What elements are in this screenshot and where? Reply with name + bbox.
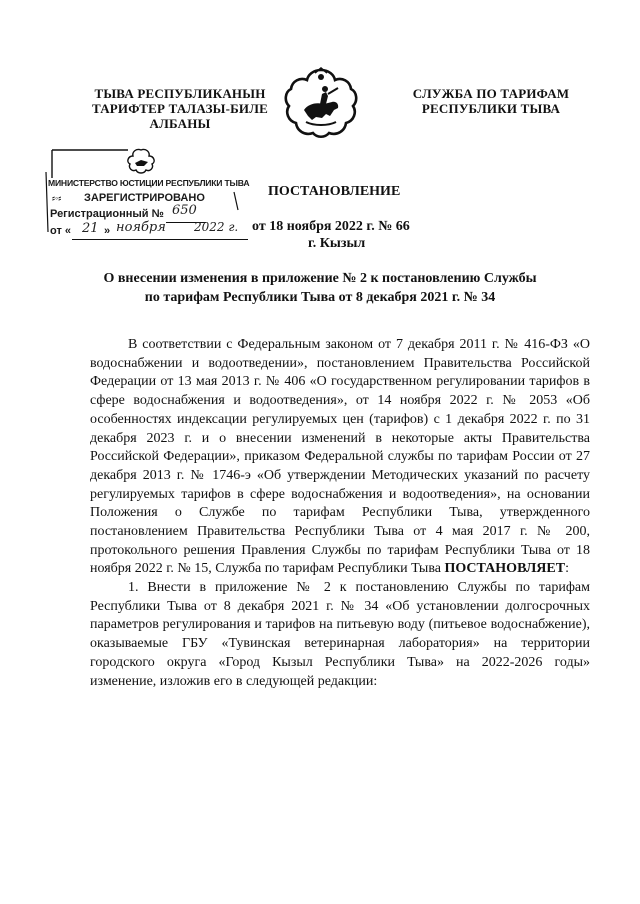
- stamp-mark-icon: ⸗◦⸗: [52, 193, 62, 203]
- decree-colon: :: [565, 561, 569, 577]
- header-right-line1: СЛУЖБА ПО ТАРИФАМ: [412, 86, 570, 101]
- stamp-reg-label: Регистрационный №: [50, 208, 164, 220]
- stamp-date-sep: »: [104, 225, 111, 237]
- header-left: [82, 86, 278, 131]
- subject-line1: О внесении изменения в приложение № 2 к постановлению Службы: [103, 271, 537, 286]
- header-right-line2: РЕСПУБЛИКИ ТЫВА: [421, 101, 561, 116]
- stamp-reg-number: 650: [172, 203, 197, 218]
- decree-word: ПОСТАНОВЛЯЕТ: [444, 561, 566, 577]
- coat-of-arms-icon: [282, 64, 360, 140]
- item-1-paragraph: [90, 579, 590, 691]
- stamp-date-year: 2022 г.: [194, 220, 239, 234]
- preamble-paragraph: [90, 336, 590, 579]
- stamp-date-month: ноября: [116, 220, 166, 235]
- stamp-ministry: МИНИСТЕРСТВО ЮСТИЦИИ РЕСПУБЛИКИ ТЫВА: [48, 178, 250, 188]
- item-1-text: 1. Внести в приложение № 2 к постановлению Службы по тарифам Республики Тыва от 8 декабря 2021 г. № 34 «Об установлении долгосрочных параметров регулирования и тарифов на питьевую воду (питьевое водоснабжение), оказываемые ГБУ «Тувинская ветеринарная лаборатория» на территории городского округа «Город Кызыл Республики Тыва» на 2022-2026 годы» изменение, изложив его в следующей редакции:: [90, 580, 590, 689]
- header-left-line1: ТЫВА РЕСПУБЛИКАНЫН: [94, 86, 266, 101]
- stamp-date-prefix: от «: [50, 225, 72, 237]
- document-date: от 18 ноября 2022 г. № 66: [252, 219, 410, 234]
- preamble-text: В соответствии с Федеральным законом от 7 декабря 2011 г. № 416-ФЗ «О водоснабжении и водоотведении», постановлением Правительства Российской Федерации от 13 мая 2013 г. № 406 «О государственном регулировании тарифов в сфере водоснабжения и водоотведения», от 14 ноября 2022 г. № 2053 «Об особенностях индексации регулируемых цен (тарифов) с 1 декабря 2022 г. по 31 декабря 2023 г. и о внесении изменений в некоторые акты Правительства Российской Федерации», приказом Федеральной службы по тарифам России от 27 декабря 2013 г. № 1746-э «Об утверждении Методических указаний по расчету регулируемых тарифов в сфере водоснабжения и водоотведения», на основании Положения о Службе по тарифам Республики Тыва, утвержденного постановлением Правительства Республики Тыва от 4 мая 2017 г. № 200, протокольного решения Правления Службы по тарифам Республики Тыва от 18 ноября 2022 г. № 15, Служба по тарифам Республики Тыва: [90, 337, 590, 577]
- stamp-date-underline: [72, 239, 248, 240]
- document-type: ПОСТАНОВЛЕНИЕ: [268, 184, 401, 199]
- stamp-registered: ЗАРЕГИСТРИРОВАНО: [84, 192, 205, 204]
- registration-stamp: [38, 146, 256, 246]
- header-left-line2: ТАРИФТЕР ТАЛАЗЫ-БИЛЕ: [91, 101, 269, 116]
- document-city: г. Кызыл: [308, 236, 366, 251]
- header-right: [406, 86, 576, 116]
- subject-line2: по тарифам Республики Тыва от 8 декабря 2021 г. № 34: [144, 290, 496, 305]
- header-left-line3: АЛБАНЫ: [149, 116, 211, 131]
- stamp-date-day: 21: [82, 221, 99, 236]
- document-subject: [40, 269, 600, 307]
